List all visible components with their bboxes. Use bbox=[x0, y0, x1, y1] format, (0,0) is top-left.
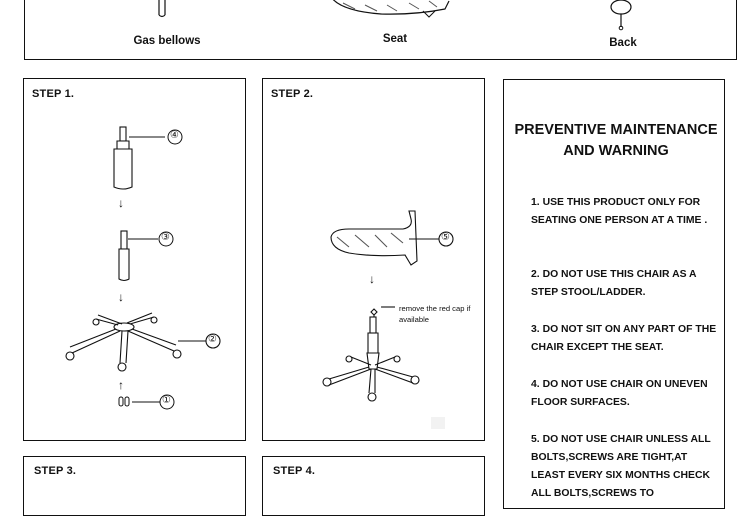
red-cap-note: remove the red cap if available bbox=[399, 304, 471, 324]
warning-item-1-number: 1. bbox=[531, 197, 540, 208]
warning-item-4 bbox=[531, 376, 721, 412]
warning-item-2-number: 2. bbox=[531, 269, 540, 280]
step-3-label: STEP 3. bbox=[34, 465, 77, 477]
step-1-panel bbox=[23, 78, 246, 441]
warning-item-3-text: DO NOT SIT ON ANY PART OF THE CHAIR EXCEPT THE SEAT. bbox=[531, 324, 717, 353]
warning-item-2-text: DO NOT USE THIS CHAIR AS A STEP STOOL/LADDER. bbox=[531, 269, 697, 298]
step-1-label: STEP 1. bbox=[32, 88, 75, 100]
step-1-illustration bbox=[24, 79, 247, 442]
step-1-arrow-up: ↑ bbox=[118, 378, 124, 392]
gas-bellows-label: Gas bellows bbox=[133, 35, 201, 47]
warning-item-5-text: DO NOT USE CHAIR UNLESS ALL BOLTS,SCREWS ARE TIGHT,AT LEAST EVERY SIX MONTHS CHECK ALL BOLTS,SCREWS TO bbox=[531, 434, 711, 499]
warning-item-4-number: 4. bbox=[531, 379, 540, 390]
callout-2: ② bbox=[208, 334, 217, 345]
callout-1: ① bbox=[162, 395, 171, 406]
warning-item-5 bbox=[531, 431, 721, 503]
seat-label: Seat bbox=[382, 33, 408, 45]
warning-item-2 bbox=[531, 266, 721, 302]
back-label: Back bbox=[609, 37, 637, 49]
step-2-illustration bbox=[263, 79, 486, 442]
warning-panel bbox=[503, 79, 725, 509]
warning-item-1-text: USE THIS PRODUCT ONLY FOR SEATING ONE PERSON AT A TIME . bbox=[531, 197, 708, 226]
faint-mark bbox=[431, 417, 445, 429]
back-illustration bbox=[611, 0, 631, 30]
callout-3: ③ bbox=[161, 232, 170, 243]
step-1-arrow-down-1: ↓ bbox=[118, 196, 124, 210]
warning-item-3 bbox=[531, 321, 721, 357]
callout-4: ④ bbox=[170, 130, 179, 141]
parts-overview-box bbox=[24, 0, 737, 60]
seat-illustration bbox=[331, 0, 449, 17]
step-1-arrow-down-2: ↓ bbox=[118, 290, 124, 304]
warning-item-5-number: 5. bbox=[531, 434, 540, 445]
five-star-base bbox=[66, 313, 220, 371]
step-4-label: STEP 4. bbox=[273, 465, 316, 477]
callout-5: ⑤ bbox=[441, 232, 450, 243]
step-2-label: STEP 2. bbox=[271, 88, 314, 100]
warning-item-3-number: 3. bbox=[531, 324, 540, 335]
step-2-arrow-down: ↓ bbox=[369, 272, 375, 286]
step-3-panel bbox=[23, 456, 246, 516]
step-4-panel bbox=[262, 456, 485, 516]
step-2-panel bbox=[262, 78, 485, 441]
warning-item-4-text: DO NOT USE CHAIR ON UNEVEN FLOOR SURFACES. bbox=[531, 379, 708, 408]
gas-bellows-illustration bbox=[159, 0, 165, 17]
warning-item-1 bbox=[531, 194, 721, 230]
warning-title: PREVENTIVE MAINTENANCE AND WARNING bbox=[514, 122, 718, 159]
seat-part bbox=[331, 211, 453, 265]
parts-illustrations bbox=[25, 0, 738, 61]
